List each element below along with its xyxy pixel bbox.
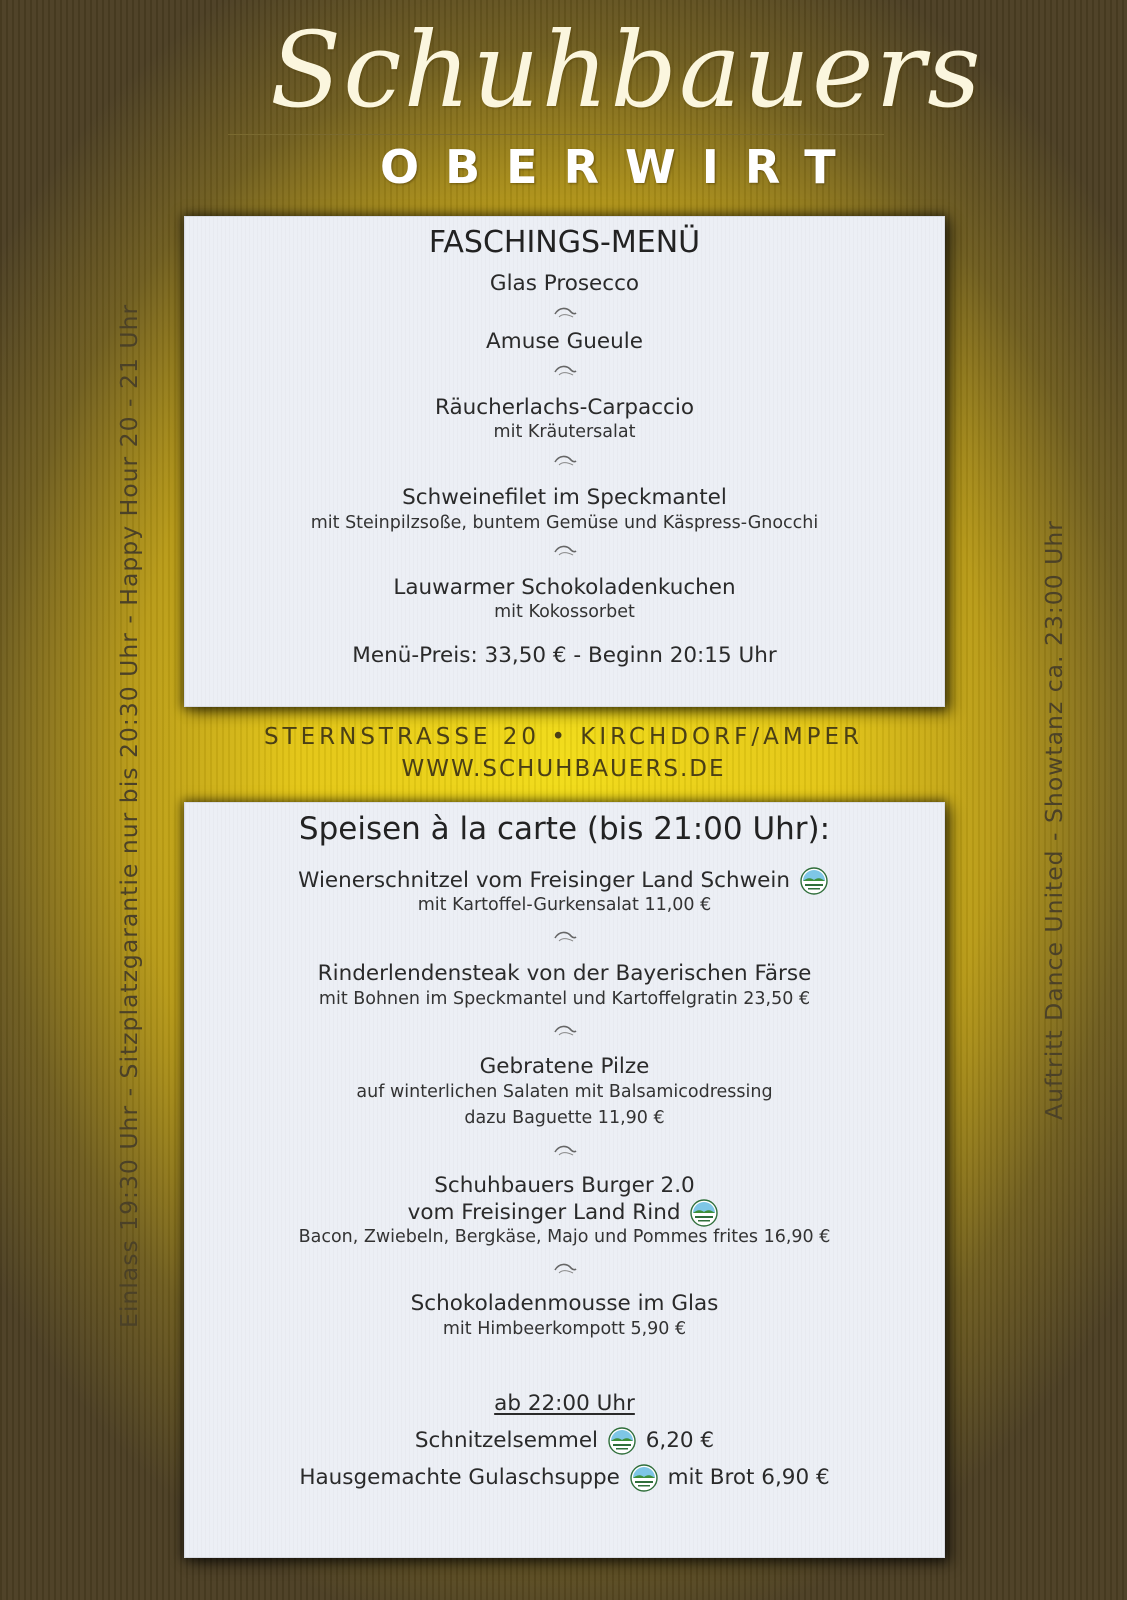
- carte-title: Speisen à la carte (bis 21:00 Uhr):: [298, 811, 831, 847]
- dish-4-line2: [185, 1199, 944, 1227]
- divider-ornament-icon: [553, 543, 577, 557]
- dish-4-origin: vom Freisinger Land Rind: [407, 1200, 681, 1225]
- logo-subtitle: OBERWIRT: [380, 140, 862, 194]
- late-item-1: [185, 1427, 944, 1455]
- course-1: Glas Prosecco: [489, 271, 640, 296]
- dish-2: Rinderlendensteak von der Bayerischen Färse: [317, 961, 812, 986]
- dish-3: Gebratene Pilze: [479, 1054, 650, 1079]
- divider-ornament-icon: [553, 1143, 577, 1157]
- dish-1: [185, 867, 944, 895]
- divider-ornament-icon: [553, 363, 577, 377]
- course-5: Lauwarmer Schokoladenkuchen: [393, 575, 736, 600]
- fasching-menu-card: [184, 216, 945, 707]
- late-item-1-name: Schnitzelsemmel: [414, 1428, 599, 1453]
- logo-script: Schuhbauers: [270, 9, 983, 131]
- dish-3-desc-2: dazu Baguette 11,90 €: [464, 1108, 665, 1128]
- logo-divider: [228, 134, 884, 135]
- dish-5-desc: mit Himbeerkompott 5,90 €: [442, 1319, 687, 1339]
- menu-price: Menü-Preis: 33,50 € - Beginn 20:15 Uhr: [352, 643, 777, 668]
- course-3: Räucherlachs-Carpaccio: [435, 395, 694, 420]
- divider-ornament-icon: [553, 1261, 577, 1275]
- freisinger-land-badge-icon: [629, 1464, 659, 1492]
- freisinger-land-badge-icon: [689, 1199, 719, 1227]
- logo: [0, 0, 1127, 200]
- divider-ornament-icon: [553, 1023, 577, 1037]
- late-heading-text: ab 22:00 Uhr: [494, 1391, 635, 1416]
- course-4-desc: mit Steinpilzsoße, buntem Gemüse und Käspress-Gnocchi: [310, 513, 819, 533]
- late-item-2-name: Hausgemachte Gulaschsuppe: [299, 1465, 620, 1490]
- late-item-2-price: mit Brot 6,90 €: [667, 1465, 830, 1490]
- divider-ornament-icon: [553, 453, 577, 467]
- freisinger-land-badge-icon: [799, 867, 829, 895]
- address-street: STERNSTRASSE 20 • KIRCHDORF/AMPER: [263, 724, 864, 750]
- course-2: Amuse Gueule: [486, 329, 643, 354]
- dish-1-name: Wienerschnitzel vom Freisinger Land Schwein: [298, 868, 790, 893]
- address-website: WWW.SCHUHBAUERS.DE: [401, 756, 726, 782]
- dish-5: Schokoladenmousse im Glas: [410, 1291, 719, 1316]
- divider-ornament-icon: [553, 929, 577, 943]
- dish-1-desc: mit Kartoffel-Gurkensalat 11,00 €: [417, 895, 712, 915]
- dish-2-desc: mit Bohnen im Speckmantel und Kartoffelgratin 23,50 €: [318, 989, 811, 1009]
- dish-3-desc-1: auf winterlichen Salaten mit Balsamicodressing: [356, 1082, 773, 1102]
- divider-ornament-icon: [553, 305, 577, 319]
- side-text-left: Einlass 19:30 Uhr - Sitzplatzgarantie nur bis 20:30 Uhr - Happy Hour 20 - 21 Uhr: [115, 303, 143, 1328]
- dish-4-desc: Bacon, Zwiebeln, Bergkäse, Majo und Pommes frites 16,90 €: [298, 1227, 831, 1247]
- dish-4: Schuhbauers Burger 2.0: [434, 1173, 695, 1198]
- late-item-2: [185, 1464, 944, 1492]
- late-item-1-price: 6,20 €: [645, 1428, 715, 1453]
- side-text-right: Auftritt Dance United - Showtanz ca. 23:00 Uhr: [1040, 520, 1068, 1120]
- course-5-desc: mit Kokossorbet: [494, 602, 635, 622]
- freisinger-land-badge-icon: [607, 1427, 637, 1455]
- a-la-carte-card: [184, 802, 945, 1558]
- course-3-desc: mit Kräutersalat: [493, 422, 636, 442]
- fasching-title: FASCHINGS-MENÜ: [428, 225, 701, 260]
- course-4: Schweinefilet im Speckmantel: [402, 485, 727, 510]
- late-section-heading: [185, 1391, 944, 1416]
